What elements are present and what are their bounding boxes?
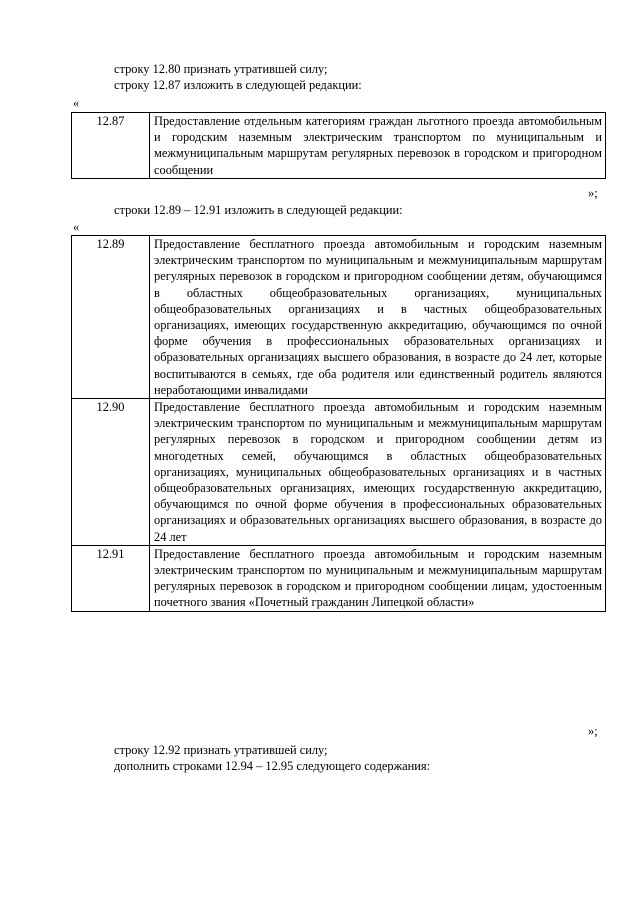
amendment-table-12-89-12-91: [71, 235, 606, 612]
paragraph-repeal-12-80: строку 12.80 признать утратившей силу;: [114, 62, 328, 76]
paragraph-amend-12-87: строку 12.87 изложить в следующей редакции:: [114, 78, 362, 92]
paragraph-amend-12-89-12-91: строки 12.89 – 12.91 изложить в следующей редакции:: [114, 203, 403, 217]
row-text: Предоставление бесплатного проезда автомобильным и городским наземным электрическим транспортом по муниципальным и межмуниципальным маршрутам регулярных перевозок в городском и пригородном сообщении лицам, удостоенным почетного звания «Почетный гражданин Липецкой области»: [150, 545, 606, 611]
row-text: Предоставление бесплатного проезда автомобильным и городским наземным электрическим транспортом по муниципальным и межмуниципальным маршрутам регулярных перевозок в городском и пригородном сообщении детям, обучающимся в областных общеобразовательных организациях, муниципальных общеобразовательных организациях и в частных общеобразовательных организациях, имеющих государственную аккредитацию, обучающимся по очной форме обучения в профессиональных образовательных организациях и образовательных организациях высшего образования, в возрасте до 24 лет, которые воспитываются в семьях, где оба родителя или единственный родитель являются неработающими инвалидами: [150, 236, 606, 399]
paragraph-add-12-94-12-95: дополнить строками 12.94 – 12.95 следующего содержания:: [114, 759, 431, 773]
table-row: [72, 545, 606, 611]
amendment-table-12-87: [71, 112, 606, 179]
row-text: Предоставление бесплатного проезда автомобильным и городским наземным электрическим транспортом по муниципальным и межмуниципальным маршрутам регулярных перевозок в городском и пригородном сообщении детям из многодетных семей, обучающимся в областных общеобразовательных организациях, муниципальных общеобразовательных организациях и в частных общеобразовательных организациях, имеющих государственную аккредитацию, обучающимся по очной форме обучения в профессиональных образовательных организациях и образовательных организациях высшего образования, в возрасте до 24 лет: [150, 399, 606, 546]
closing-quote: »;: [588, 724, 598, 738]
table-row: [72, 236, 606, 399]
row-number: 12.90: [72, 399, 150, 546]
opening-quote: «: [73, 96, 80, 110]
row-number: 12.87: [72, 113, 150, 179]
table-row: [72, 113, 606, 179]
closing-quote: »;: [588, 186, 598, 200]
row-number: 12.91: [72, 545, 150, 611]
row-number: 12.89: [72, 236, 150, 399]
table-row: [72, 399, 606, 546]
paragraph-repeal-12-92: строку 12.92 признать утратившей силу;: [114, 743, 328, 757]
opening-quote: «: [73, 220, 80, 234]
row-text: Предоставление отдельным категориям граждан льготного проезда автомобильным и городским наземным электрическим транспортом по муниципальным и межмуниципальным маршрутам регулярных перевозок в городском и пригородном сообщении: [150, 113, 606, 179]
